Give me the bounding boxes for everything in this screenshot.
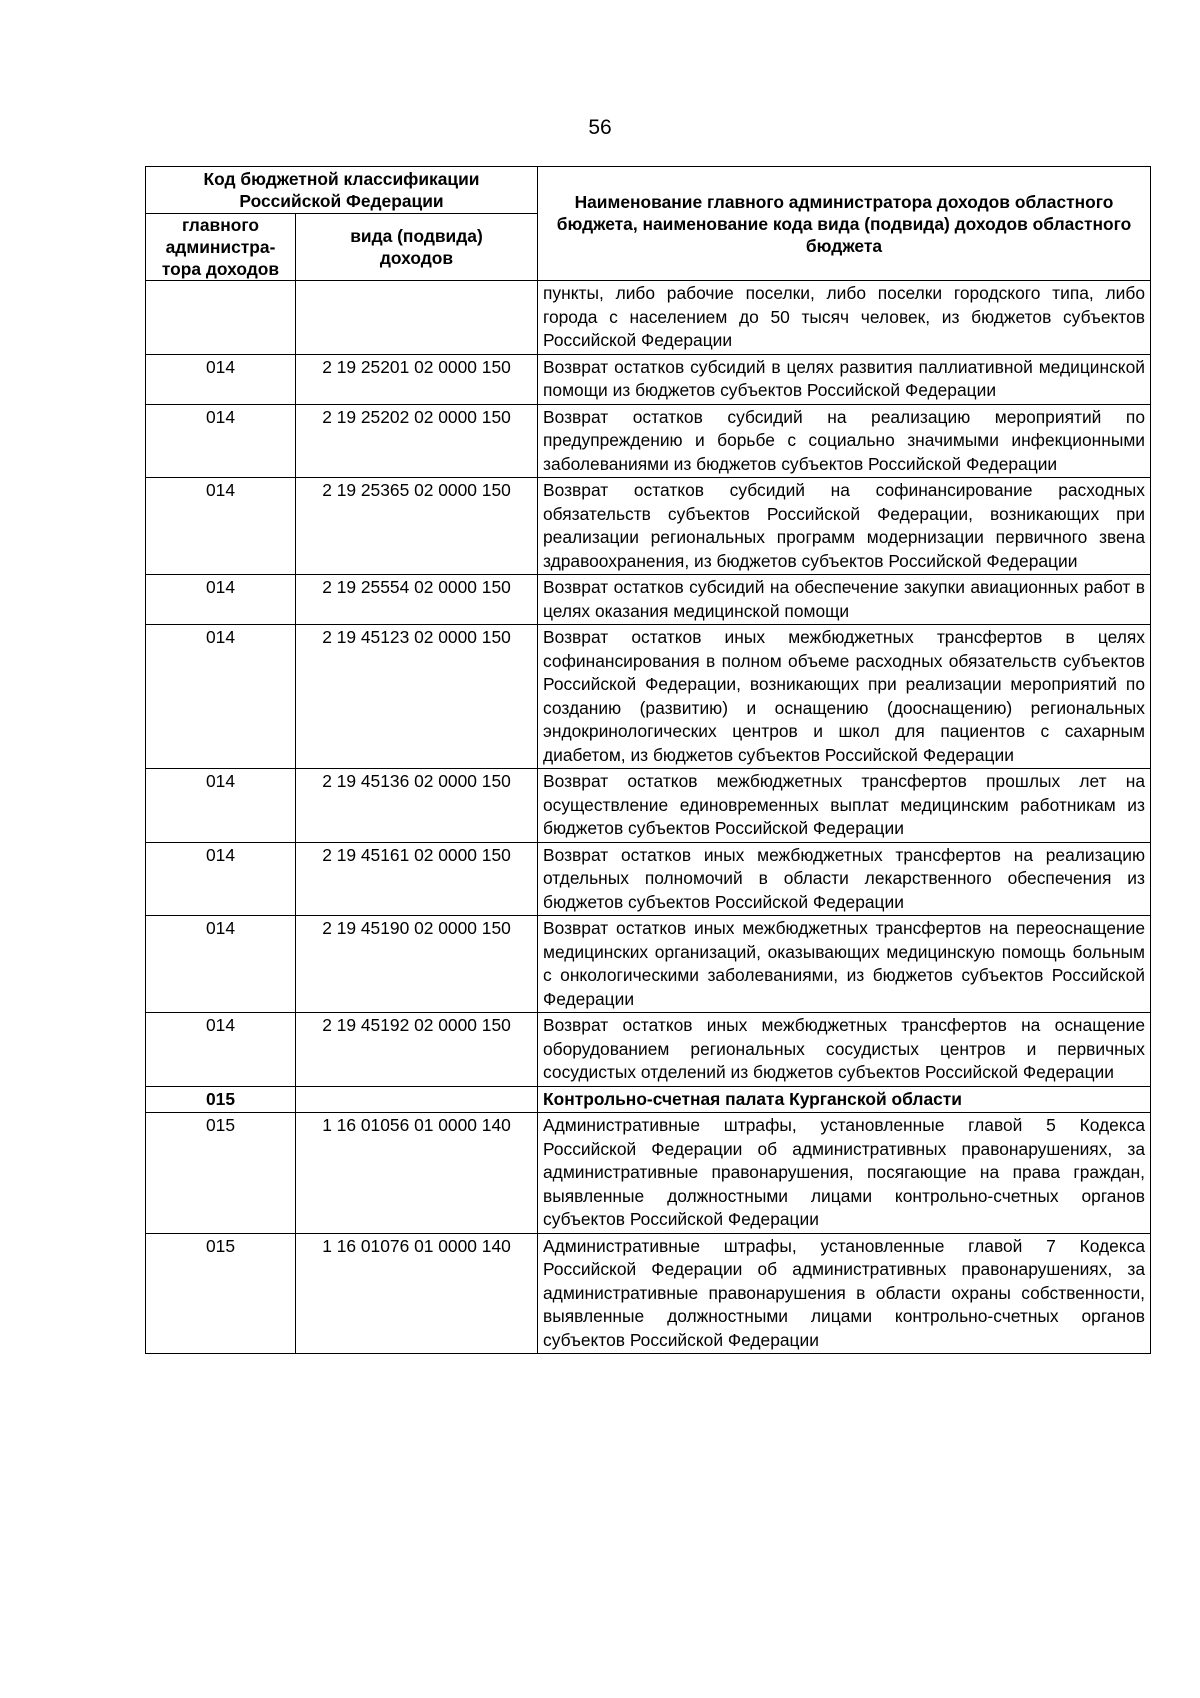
income-name-cell: Возврат остатков субсидий на софинансирование расходных обязательств субъектов Российской Федерации, возникающих при реализации региональных программ модернизации первичного звена здравоохранения, из бюджетов субъектов Российской Федерации: [538, 478, 1151, 575]
admin-code-cell: 015: [146, 1086, 296, 1113]
income-code-cell: 1 16 01076 01 0000 140: [296, 1233, 538, 1354]
header-code-column: вида (подвида) доходов: [296, 214, 538, 281]
income-code-cell: 2 19 25202 02 0000 150: [296, 404, 538, 478]
table-row: [146, 769, 1151, 843]
table-row: [146, 842, 1151, 916]
table-row: [146, 404, 1151, 478]
admin-code-cell: 014: [146, 769, 296, 843]
table-body: [146, 281, 1151, 1354]
income-code-cell: 2 19 25365 02 0000 150: [296, 478, 538, 575]
admin-code-cell: 015: [146, 1113, 296, 1234]
table-row: [146, 575, 1151, 625]
income-code-cell: 2 19 45123 02 0000 150: [296, 625, 538, 769]
table-row: [146, 478, 1151, 575]
header-admin-column: главного администра-тора доходов: [146, 214, 296, 281]
income-code-cell: [296, 281, 538, 355]
budget-classification-table: [145, 166, 1151, 1354]
table-row: [146, 916, 1151, 1013]
admin-code-cell: 014: [146, 354, 296, 404]
income-name-cell: Возврат остатков субсидий на реализацию мероприятий по предупреждению и борьбе с социально значимыми инфекционными заболеваниями из бюджетов субъектов Российской Федерации: [538, 404, 1151, 478]
income-code-cell: 1 16 01056 01 0000 140: [296, 1113, 538, 1234]
table-row: [146, 625, 1151, 769]
table-row: [146, 354, 1151, 404]
header-name-column: Наименование главного администратора доходов областного бюджета, наименование кода вида (подвида) доходов областного бюджета: [538, 167, 1151, 281]
section-row: [146, 1086, 1151, 1113]
table-row: [146, 281, 1151, 355]
income-code-cell: 2 19 45136 02 0000 150: [296, 769, 538, 843]
admin-code-cell: 014: [146, 404, 296, 478]
income-name-cell: Возврат остатков иных межбюджетных трансфертов в целях софинансирования в полном объеме расходных обязательств субъектов Российской Федерации, возникающих при реализации мероприятий по созданию (развитию) и оснащению (дооснащению) региональных эндокринологических центров и школ для пациентов с сахарным диабетом, из бюджетов субъектов Российской Федерации: [538, 625, 1151, 769]
admin-code-cell: 014: [146, 575, 296, 625]
income-name-cell: Возврат остатков иных межбюджетных трансфертов на реализацию отдельных полномочий в области лекарственного обеспечения из бюджетов субъектов Российской Федерации: [538, 842, 1151, 916]
income-code-cell: 2 19 25554 02 0000 150: [296, 575, 538, 625]
income-name-cell: Административные штрафы, установленные главой 7 Кодекса Российской Федерации об административных правонарушениях, за административные правонарушения в области охраны собственности, выявленные должностными лицами контрольно-счетных органов субъектов Российской Федерации: [538, 1233, 1151, 1354]
table-row: [146, 1013, 1151, 1087]
income-name-cell: Административные штрафы, установленные главой 5 Кодекса Российской Федерации об административных правонарушениях, за административные правонарушения, посягающие на права граждан, выявленные должностными лицами контрольно-счетных органов субъектов Российской Федерации: [538, 1113, 1151, 1234]
admin-code-cell: 015: [146, 1233, 296, 1354]
income-code-cell: 2 19 45192 02 0000 150: [296, 1013, 538, 1087]
admin-code-cell: 014: [146, 625, 296, 769]
income-name-cell: Возврат остатков субсидий в целях развития паллиативной медицинской помощи из бюджетов субъектов Российской Федерации: [538, 354, 1151, 404]
header-group-label: Код бюджетной классификации Российской Федерации: [146, 167, 538, 214]
income-name-cell: Возврат остатков межбюджетных трансфертов прошлых лет на осуществление единовременных выплат медицинским работникам из бюджетов субъектов Российской Федерации: [538, 769, 1151, 843]
income-name-cell: Контрольно-счетная палата Курганской области: [538, 1086, 1151, 1113]
admin-code-cell: 014: [146, 1013, 296, 1087]
page-number: 56: [588, 116, 612, 139]
income-code-cell: 2 19 45190 02 0000 150: [296, 916, 538, 1013]
income-code-cell: [296, 1086, 538, 1113]
income-name-cell: Возврат остатков субсидий на обеспечение закупки авиационных работ в целях оказания медицинской помощи: [538, 575, 1151, 625]
income-code-cell: 2 19 45161 02 0000 150: [296, 842, 538, 916]
table-header: [146, 167, 1151, 281]
table-row: [146, 1233, 1151, 1354]
admin-code-cell: 014: [146, 916, 296, 1013]
admin-code-cell: 014: [146, 478, 296, 575]
admin-code-cell: [146, 281, 296, 355]
admin-code-cell: 014: [146, 842, 296, 916]
income-name-cell: пункты, либо рабочие поселки, либо поселки городского типа, либо города с населением до 50 тысяч человек, из бюджетов субъектов Российской Федерации: [538, 281, 1151, 355]
income-name-cell: Возврат остатков иных межбюджетных трансфертов на оснащение оборудованием региональных сосудистых центров и первичных сосудистых отделений из бюджетов субъектов Российской Федерации: [538, 1013, 1151, 1087]
income-name-cell: Возврат остатков иных межбюджетных трансфертов на переоснащение медицинских организаций, оказывающих медицинскую помощь больным с онкологическими заболеваниями, из бюджетов субъектов Российской Федерации: [538, 916, 1151, 1013]
income-code-cell: 2 19 25201 02 0000 150: [296, 354, 538, 404]
table-row: [146, 1113, 1151, 1234]
